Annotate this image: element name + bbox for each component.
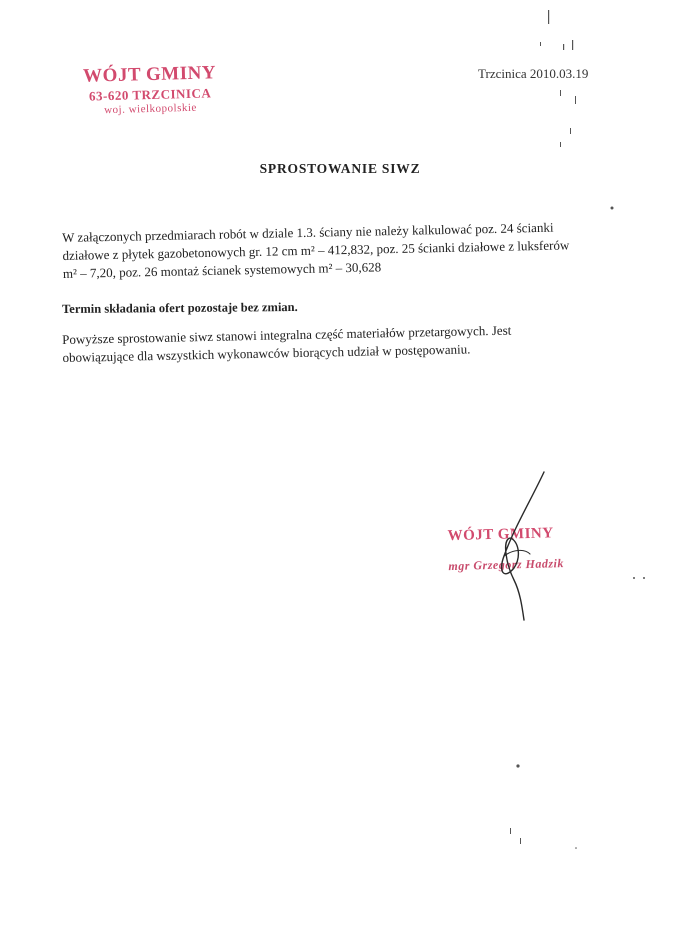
signature-stamp-title: WÓJT GMINY: [447, 525, 554, 545]
stamp-title: WÓJT GMINY: [82, 62, 217, 87]
stamp-address: 63-620 TRZCINICA: [88, 85, 212, 104]
paragraph-note: Powyższe sprostowanie siwz stanowi integralna część materiałów przetargowych. Jest obowiązujące dla wszystkich wykonawców biorących udział w postępowaniu.: [62, 322, 512, 365]
paragraph-deadline: Termin składania ofert pozostaje bez zmian.: [62, 299, 298, 316]
paragraph-correction: W załączonych przedmiarach robót w dziale 1.3. ściany nie należy kalkulować poz. 24 ścianki działowe z płytek gazobetonowych gr. 12 cm m² – 412,832, poz. 25 ścianki działowe z luksferów m² – 7,20, poz. 26 montaż ścianek systemowych m² – 30,628: [62, 219, 570, 281]
document-title: SPROSTOWANIE SIWZ: [259, 161, 421, 176]
document-date: Trzcinica 2010.03.19: [478, 66, 589, 81]
stamp-region: woj. wielkopolskie: [104, 101, 198, 117]
signature-stamp-name: mgr Grzegorz Hadzik: [448, 556, 565, 574]
